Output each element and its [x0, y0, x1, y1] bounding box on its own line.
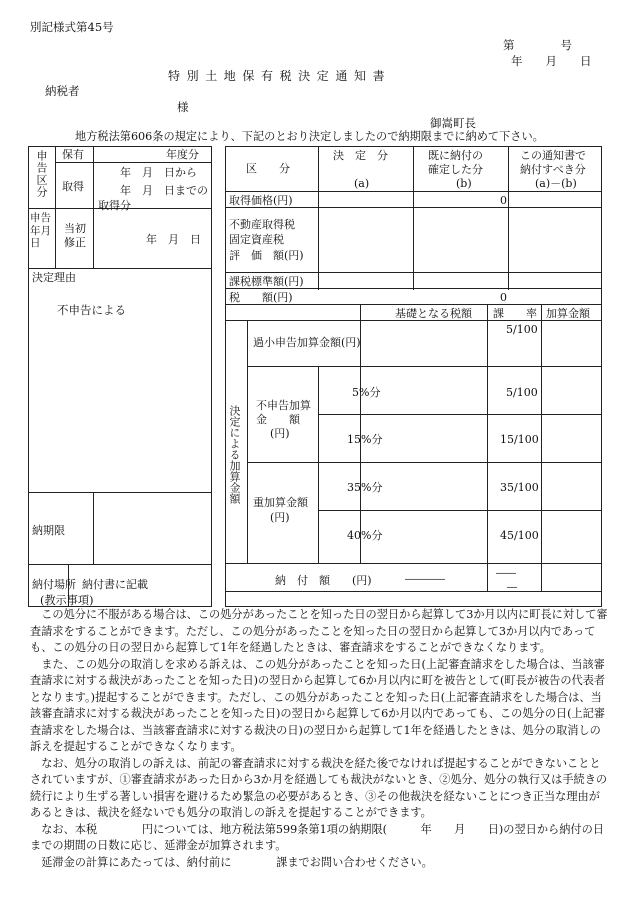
- p5-label: 5%分: [352, 386, 381, 399]
- col-a-title: 決 定 分: [333, 149, 388, 162]
- shinkoku-kubun-label: 申告区分: [35, 150, 48, 198]
- document-number: 第 号: [503, 38, 572, 52]
- row-hyoka-3: 評 価 額(円): [229, 249, 304, 262]
- col-a-sub: (a): [354, 177, 370, 190]
- jukasan-label-1: 重加算金額: [253, 496, 308, 509]
- hoyu-label: 保有: [62, 148, 84, 161]
- col-c-sub: (a)－(b): [535, 177, 577, 190]
- shinkoku-date: 年 月 日: [146, 233, 201, 246]
- row-acquisition-price: 取得価格(円): [229, 194, 293, 207]
- notice-paragraph-5: 延滞金の計算にあたっては、納付前に 課までお問い合わせください。: [41, 855, 433, 869]
- payment-place-value: 納付書に記載: [82, 578, 148, 591]
- taxpayer-honorific: 様: [177, 100, 189, 114]
- col-b-title-2: 確定した分: [428, 163, 483, 176]
- fushin-label-3: (円): [270, 427, 290, 440]
- kasan-header: 加算金額: [546, 307, 590, 320]
- p15-label: 15%分: [347, 433, 383, 446]
- kubun-header: 区 分: [246, 162, 290, 175]
- col-c-title-1: この通知書で: [520, 149, 586, 162]
- row-kazei: 課税標準額(円): [229, 275, 304, 288]
- form-id: 別記様式第45号: [30, 20, 114, 34]
- p35-rate: 35/100: [500, 481, 539, 494]
- shinkoku-ymd-label: 申告年月日: [30, 212, 51, 249]
- nendobun-label: 年度分: [166, 148, 199, 161]
- col-c-title-2: 納付すべき分: [520, 163, 586, 176]
- notice-paragraph-4: なお、本税 円については、地方税法第599条第1項の納期限( 年 月 日)の翌日から納付の日までの期間の日数に応じ、延滞金が加算されます。: [30, 822, 604, 852]
- notice-paragraph-3: なお、処分の取消しの訴えは、前記の審査請求に対する裁決を経た後でなければ提起することができないこととされていますが、①審査請求があった日から3か月を経過しても裁決がないとき、②処分、処分の執行又は手続きの続行により生ずる著しい損害を避けるため緊急の必要があるとき、③その他裁決を経ないことにつき正当な理由があるときは、裁決を経ないでも処分の取消しの訴えを提起することができます。: [30, 756, 608, 819]
- notice-heading: (教示事項): [40, 594, 94, 607]
- p40-label: 40%分: [347, 529, 383, 542]
- nofu-dash-b: ――――: [405, 574, 445, 585]
- tosho-shusei-label: 当初修正: [64, 222, 86, 249]
- reason-value: 不申告による: [57, 303, 126, 317]
- kasho-rate: 5/100: [506, 323, 538, 336]
- p5-rate: 5/100: [506, 386, 538, 399]
- kasho-label: 過小申告加算金額(円): [253, 336, 361, 349]
- document-date: 年 月 日: [511, 54, 592, 68]
- taxpayer-label: 納税者: [45, 84, 80, 98]
- nofu-dash-c2: ―: [507, 582, 517, 593]
- row-zei: 税 額(円): [229, 291, 293, 304]
- acquisition-from-date: 年 月 日から: [120, 166, 197, 179]
- notice-paragraph-2: また、この処分の取消しを求める訴えは、この処分があったことを知った日(上記審査請求をした場合は、当該審査請求に対する裁決があったことを知った日)の翌日から起算して6か月以内に町を被告として(町長が被告の代表者となります。)提起することができます。ただし、この処分があったことを知った日(上記審査請求をした場合は、当該審査請求に対する裁決があったことを知った日)の翌日から起算して6か月以内であっても、この処分の日(上記審査請求をした場合は、当該審査請求に対する裁決の日)の翌日から起算して1年を経過したときは、処分の取消しの訴えを提起することができなくなります。: [30, 657, 606, 753]
- row-hyoka-2: 固定資産税: [229, 233, 284, 246]
- payment-place-label: 納付場所: [32, 578, 76, 591]
- p40-rate: 45/100: [500, 529, 539, 542]
- p15-rate: 15/100: [500, 433, 539, 446]
- shutoku-label: 取得: [62, 180, 84, 193]
- page-title: 特別土地保有税決定通知書: [168, 69, 392, 83]
- zei-b: 0: [500, 291, 507, 304]
- acquisition-price-b: 0: [500, 194, 507, 207]
- nofu-dash-c1: ――: [496, 568, 516, 579]
- due-date-label: 納期限: [32, 524, 65, 537]
- jukasan-label-2: (円): [270, 511, 290, 524]
- row-hyoka-1: 不動産取得税: [229, 218, 295, 231]
- col-b-title-1: 既に納付の: [428, 149, 483, 162]
- notice-body: [30, 607, 610, 871]
- acquisition-to-date: 年 月 日までの取得分: [98, 184, 208, 212]
- intro-text: 地方税法第606条の規定により、下記のとおり決定しましたので納期限までに納めて下さい。: [75, 130, 544, 143]
- fushin-label-1: 不申告加算: [256, 399, 311, 412]
- kasan-vertical-label: 決定による加算金額: [228, 405, 241, 504]
- fushin-label-2: 金 額: [256, 413, 300, 426]
- mayor-name: 御嵩町長: [430, 116, 476, 130]
- nofu-label: 納 付 額 (円): [275, 574, 372, 587]
- notice-paragraph-1: この処分に不服がある場合は、この処分があったことを知った日の翌日から起算して3か月以内に町長に対して審査請求をすることができます。ただし、この処分があったことを知った日の翌日から起算して3か月以内であっても、この処分の日の翌日から起算して1年を経過したときは、審査請求をすることができなくなります。: [30, 608, 608, 654]
- reason-label: 決定理由: [32, 271, 76, 284]
- rate-header: 課 率: [493, 307, 537, 320]
- kiso-zei-header: 基礎となる税額: [395, 307, 472, 320]
- col-b-sub: (b): [456, 177, 472, 190]
- p35-label: 35%分: [347, 481, 383, 494]
